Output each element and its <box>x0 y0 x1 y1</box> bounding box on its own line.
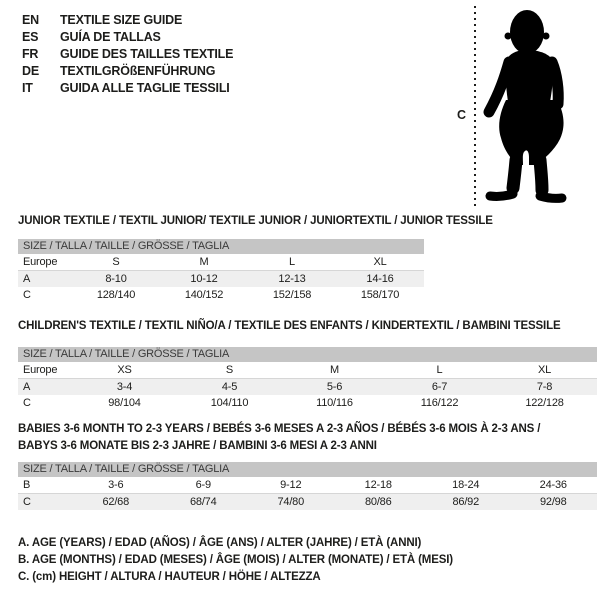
table-row <box>18 379 597 396</box>
table-cell: 152/158 <box>272 289 312 302</box>
language-code: ES <box>22 30 39 44</box>
table-body <box>18 254 424 304</box>
table-row <box>18 254 424 271</box>
footnote-b: B. AGE (MONTHS) / EDAD (MESES) / ÂGE (MOIS) / ALTER (MONATE) / ETÀ (MESI) <box>18 554 453 567</box>
row-label: C <box>23 289 31 302</box>
table-cell: 80/86 <box>364 495 392 508</box>
table-cell: 92/98 <box>539 495 567 508</box>
row-label: B <box>23 478 31 491</box>
language-label: GUIDA ALLE TAGLIE TESSILI <box>60 81 230 95</box>
table-cell: 128/140 <box>96 289 136 302</box>
table-cell: 24-36 <box>539 478 567 491</box>
table-cell: 18-24 <box>452 478 480 491</box>
babies-size-table <box>18 462 597 510</box>
table-cell: 110/116 <box>316 397 353 410</box>
section-title-line: CHILDREN'S TEXTILE / TEXTIL NIÑO/A / TEXTILE DES ENFANTS / KINDERTEXTIL / BAMBINI TESSILE <box>18 320 561 332</box>
table-header-bar: SIZE / TALLA / TAILLE / GRÖSSE / TAGLIA <box>18 347 597 362</box>
table-cell: 10-12 <box>190 272 218 285</box>
table-cell: 158/170 <box>360 289 400 302</box>
footnote-a: A. AGE (YEARS) / EDAD (AÑOS) / ÂGE (ANS) / ALTER (JAHRE) / ETÀ (ANNI) <box>18 537 422 549</box>
row-label: Europe <box>23 363 58 376</box>
table-cell: 116/122 <box>420 397 459 410</box>
section-title-line: JUNIOR TEXTILE / TEXTIL JUNIOR/ TEXTILE JUNIOR / JUNIORTEXTIL / JUNIOR TESSILE <box>18 215 493 227</box>
table-cell: 104/110 <box>210 397 249 410</box>
table-cell: XL <box>373 255 387 268</box>
children-size-table <box>18 347 597 412</box>
table-cell: S <box>112 255 120 268</box>
table-row <box>18 494 597 511</box>
row-label: Europe <box>23 255 58 268</box>
language-label: TEXTILGRÖßENFÜHRUNG <box>60 64 216 78</box>
row-label: C <box>23 495 31 508</box>
table-cell: 6-7 <box>431 380 448 393</box>
table-cell: 74/80 <box>277 495 305 508</box>
language-code: IT <box>22 81 33 95</box>
section-title-babies <box>18 421 540 455</box>
table-cell: 4-5 <box>221 380 238 393</box>
section-title-children <box>18 318 561 335</box>
table-cell: 62/68 <box>102 495 130 508</box>
row-label: C <box>23 397 31 410</box>
table-cell: 3-6 <box>108 478 124 491</box>
table-body <box>18 477 597 510</box>
table-cell: 8-10 <box>105 272 127 285</box>
language-code: DE <box>22 64 39 78</box>
table-cell: M <box>330 363 339 376</box>
language-label: GUIDE DES TAILLES TEXTILE <box>60 47 234 61</box>
table-cell: M <box>199 255 209 268</box>
language-code: EN <box>22 13 39 27</box>
table-header-bar: SIZE / TALLA / TAILLE / GRÖSSE / TAGLIA <box>18 462 597 477</box>
language-row-de <box>22 63 233 80</box>
table-cell: 7-8 <box>536 380 553 393</box>
table-cell: 6-9 <box>195 478 211 491</box>
height-measure-label: C <box>457 108 467 122</box>
section-title-junior <box>18 213 493 230</box>
table-cell: 9-12 <box>280 478 302 491</box>
language-list <box>22 12 233 97</box>
table-cell: XL <box>537 363 552 376</box>
table-row <box>18 395 597 412</box>
table-cell: L <box>289 255 295 268</box>
table-row <box>18 362 597 379</box>
table-cell: XS <box>117 363 132 376</box>
junior-size-table <box>18 239 424 304</box>
table-cell: S <box>225 363 234 376</box>
height-measure-line <box>474 6 476 207</box>
footnote-c: C. (cm) HEIGHT / ALTURA / HAUTEUR / HÖHE / ALTEZZA <box>18 571 321 584</box>
footnotes <box>18 535 453 587</box>
table-cell: 3-4 <box>116 380 133 393</box>
table-header-bar: SIZE / TALLA / TAILLE / GRÖSSE / TAGLIA <box>18 239 424 254</box>
language-row-es <box>22 29 233 46</box>
language-row-en <box>22 12 233 29</box>
table-cell: 140/152 <box>184 289 224 302</box>
table-row <box>18 477 597 494</box>
language-label: TEXTILE SIZE GUIDE <box>60 13 183 27</box>
table-cell: 12-18 <box>364 478 392 491</box>
table-cell: 68/74 <box>189 495 217 508</box>
table-cell: 86/92 <box>452 495 480 508</box>
table-cell: L <box>436 363 443 376</box>
section-title-line: BABYS 3-6 MONATE BIS 2-3 JAHRE / BAMBINI 3-6 MESI A 2-3 ANNI <box>18 440 377 452</box>
language-label: GUÍA DE TALLAS <box>60 30 161 44</box>
row-label: A <box>23 272 31 285</box>
row-label: A <box>23 380 31 393</box>
table-cell: 98/104 <box>108 397 141 410</box>
table-cell: 122/128 <box>525 397 564 410</box>
table-row <box>18 287 424 304</box>
language-row-fr <box>22 46 233 63</box>
table-row <box>18 271 424 288</box>
language-code: FR <box>22 47 39 61</box>
table-cell: 14-16 <box>366 272 394 285</box>
section-title-line: BABIES 3-6 MONTH TO 2-3 YEARS / BEBÉS 3-6 MESES A 2-3 AÑOS / BÉBÉS 3-6 MOIS À 2-3 ANS / <box>18 423 541 435</box>
table-cell: 12-13 <box>278 272 306 285</box>
language-row-it <box>22 80 233 97</box>
table-cell: 5-6 <box>326 380 343 393</box>
table-body <box>18 362 597 412</box>
baby-silhouette-icon <box>480 6 572 208</box>
